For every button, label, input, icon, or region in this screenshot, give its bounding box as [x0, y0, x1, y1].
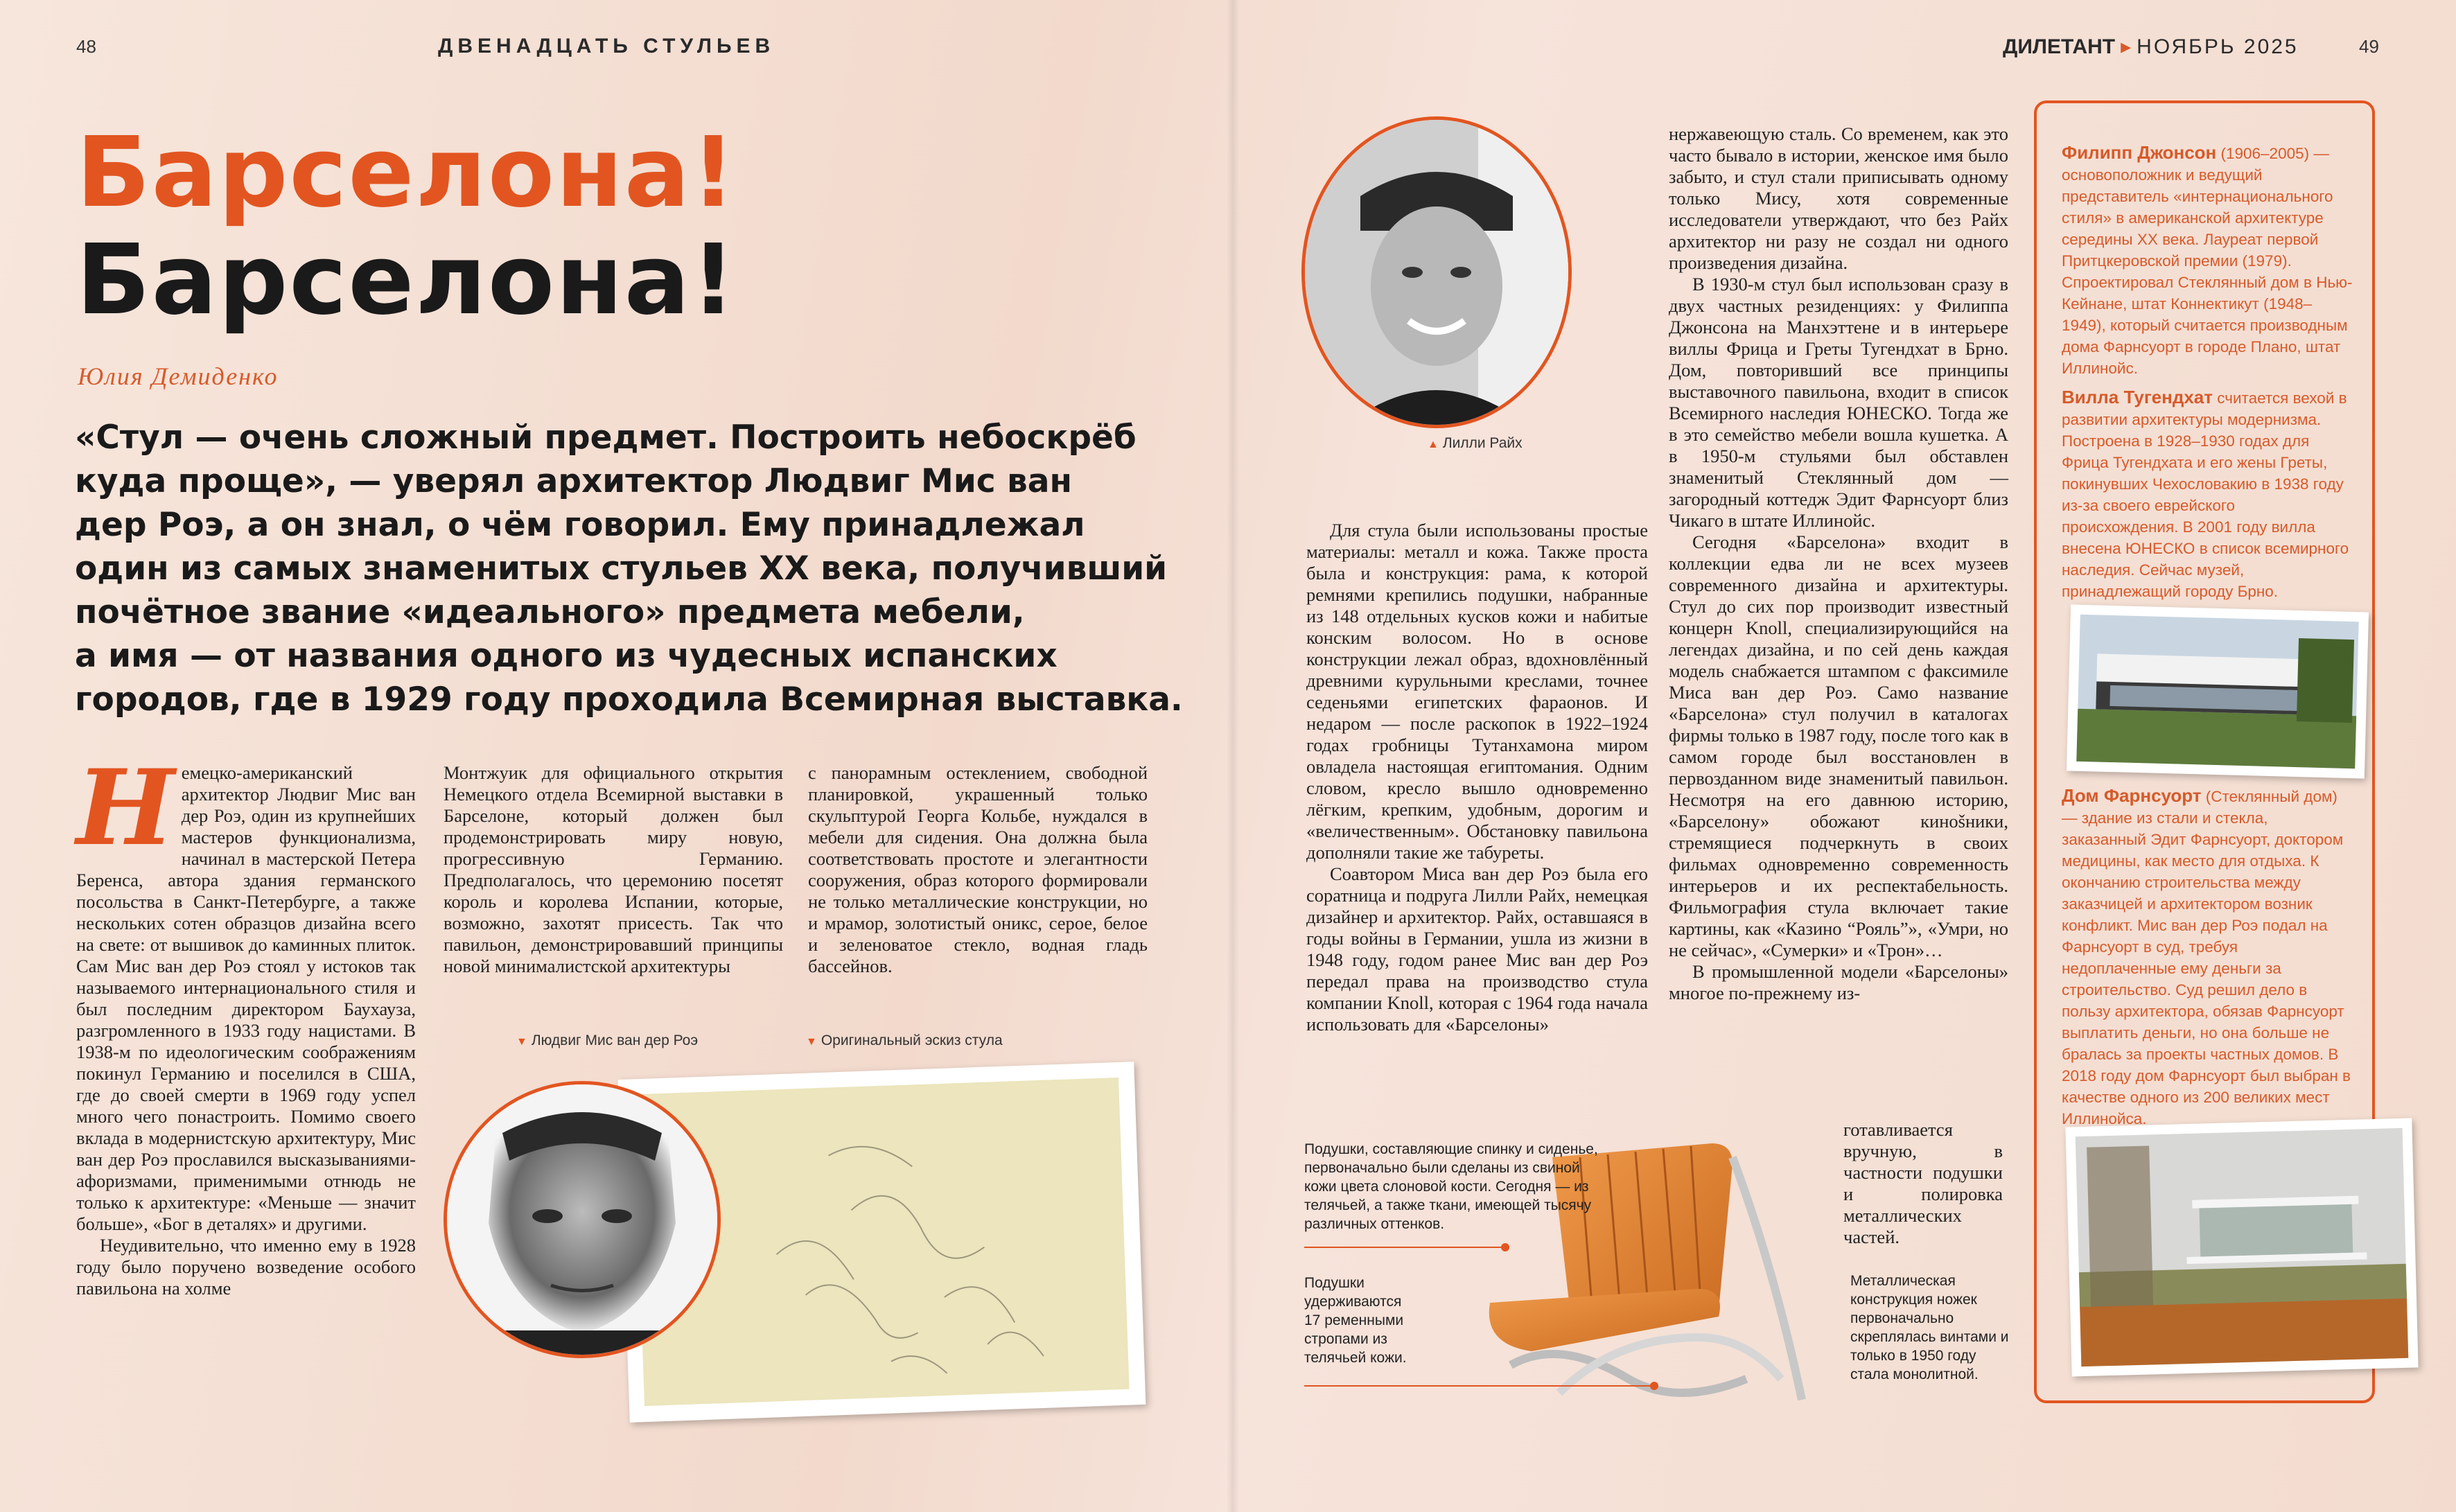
body-column-2 [444, 762, 783, 977]
mies-portrait [444, 1081, 721, 1358]
triangle-up-icon: ▲ [1428, 439, 1439, 450]
title-line-2: Барселона! [76, 224, 737, 337]
lead-line: один из самых знаменитых стульев XX века, получивший [75, 550, 1168, 588]
body-column-4 [1306, 520, 1648, 1035]
body-column-3 [808, 762, 1148, 977]
body-paragraph: В 1930-м стул был использован сразу в двух частных резиденциях: у Филиппа Джонсона на Манхэттене и в интерьере виллы Фрица и Греты Тугендхат в Брно. Дом, повторивший все принципы выставочного павильона, входит в список Всемирного наследия ЮНЕСКО. Тогда же в это семейство мебели вошла кушетка. А в 1950-м стульями был обставлен знаменитый Стеклянный дом — загородный коттедж Эдит Фарнсуорт близ Чикаго в штате Иллинойс. [1669, 274, 2008, 531]
body-paragraph: Монтжуик для официального открытия Немецкого отдела Всемирной выставки в Барселоне, который должен был продемонстрировать миру новую, прогрессивную Германию. Предполагалось, что церемонию посетят король и королева Испании, которые, возможно, захотят присесть. Так что павильон, демонстрировавший принципы новой минималистской архитектуры [444, 762, 783, 976]
page-gutter [1227, 0, 1239, 1512]
lead-line: городов, где в 1929 году проходила Всемирная выставка. [75, 680, 1183, 719]
lead-line: «Стул — очень сложный предмет. Построить небоскрёб [75, 419, 1137, 457]
body-column-5 [1669, 123, 2008, 1004]
villa-image [2067, 604, 2369, 778]
sidebar-text: считается вехой в развитии архитектуры модернизма. Построена в 1928–1930 годах для Фрица Тугендхата и его жены Греты, покинувших Чехословакию в 1938 году из-за своего еврейского происхождения. В 2001 году вилла внесена ЮНЕСКО в список всемирного наследия. Сейчас музей, принадлежащий городу Брно. [2062, 389, 2349, 600]
sidebar-heading: Филипп Джонсон [2062, 142, 2217, 163]
body-paragraph: Для стула были использованы простые материалы: металл и кожа. Также проста была и конструкция: рама, к которой ремнями крепились подушки, набранные из 148 отдельных кусков кожи и набитые конским волосом. Но в основе конструкции лежал образ, вдохновлённый древними курульными креслами, точнее седеньями египетских фараонов. И недаром — после раскопок в 1922–1924 годах гробницы Тутанхамона миром овладела настоящая египтомания. Одним словом, кресло вышло одновременно лёгким, крепким, удобным, дорогим и «величественным». Обстановку павильона дополняли такие же табуреты. [1306, 520, 1648, 863]
body-paragraph: емецко-американский архитектор Людвиг Мис ван дер Роэ, один из крупнейших мастеров функционализма, начинал в мастерской Петера Беренса, автора здания германского посольства в Санкт-Петербурге, а также нескольких сотен образцов дизайна всего на свете: от вышивок до каминных плиток. Сам Мис ван дер Роэ стоял у истоков так называемого интернационального стиля и был последним директором Баухауза, разгромленного в 1933 году нацистами. В 1938-м по идеологическим соображениям покинул Германию и поселился в США, где до своей смерти в 1969 году успел много чего понастроить. Помимо своего вклада в модернистскую архитектуру, Мис ван дер Роэ прославился высказываниями-афоризмами, применимыми отнюдь не только к архитектуре: «Меньше — значит больше», «Бог в деталях» и другими. [76, 762, 416, 1234]
note-frame: Металлическая конструкция ножек первоначально скреплялась винтами и только в 1950 году стала монолитной. [1850, 1273, 2009, 1382]
sidebar-text: (Стеклянный дом) — здание из стали и стекла, заказанный Эдит Фарнсуорт, доктором медицины, как место для отдыха. К окончанию строительства между заказчицей и архитектором возник конфликт. Мис ван дер Роэ подал на Фарнсуорт в суд, требуя недоплаченные ему деньги за строительство. Суд решил дело в пользу архитектора, обязав Фарнсуорт выплатить деньги, но она больше не бралась за проекты частных домов. В 2018 году дом Фарнсуорт был выбран в качестве одного из 200 великих мест Иллинойса. [2062, 788, 2351, 1127]
pointer-line [1304, 1379, 1665, 1393]
body-column-1 [76, 747, 416, 1299]
pointer-line [1304, 1240, 1512, 1254]
brand-name: ДИЛЕТАНТ [2003, 35, 2116, 58]
body-paragraph: Сегодня «Барселона» входит в коллекции едва ли не всех музеев современного дизайна и архитектуры. Стул до сих пор производит известный концерн Knoll, специализирующийся на легендах дизайна, и по сей день каждая модель снабжается штампом с факсимиле Миса ван дер Роэ. Само название «Барселона» стул получил в каталогах фирмы только в 1987 году, после того как в самом городе был восстановлен в первозданном виде знаменитый павильон. Несмотря на его давнюю историю, «Барселону» обожают кинošники, стремящиеся подчеркнуть в своих фильмах одновременно современность интерьеров и их респектабельность. Фильмография стула включает такие картины, как «Казино “Рояль”», «Умри, но не сейчас», «Сумерки» и «Трон»… [1669, 531, 2008, 960]
photo-caption-lilly: ▲ Лилли Райх [1428, 435, 1523, 451]
sidebar-entry-tugendhat [2062, 387, 2353, 602]
magazine-header [2003, 35, 2299, 59]
lead-paragraph [75, 416, 1211, 721]
sidebar-heading: Дом Фарнсуорт [2062, 785, 2202, 806]
note-straps: Подушки удерживаются 17 ременными стропами из телячьей кожи. [1304, 1275, 1407, 1366]
sidebar-heading: Вилла Тугендхат [2062, 387, 2213, 407]
lilly-reich-portrait [1301, 116, 1572, 428]
sidebar-text: (1906–2005) — основоположник и ведущий представитель «интернационального стиля» в американской архитектуре середины XX века. Лауреат первой Притцкеровской премии (1979). Спроектировал Стеклянный дом в Нью-Кейнане, штат Коннектикут (1948–1949), который считается производным дома Фарнсуорт в городе Плано, штат Иллинойс. [2062, 145, 2353, 377]
lead-line: а имя — от названия одного из чудесных испанских [75, 637, 1058, 675]
title-line-1: Барселона! [76, 116, 737, 229]
section-title: ДВЕНАДЦАТЬ СТУЛЬЕВ [438, 35, 775, 58]
body-column-5-continued [1843, 1119, 2003, 1248]
left-page-number: 48 [76, 36, 96, 57]
body-paragraph: Соавтором Миса ван дер Роэ была его соратница и подруга Лилли Райх, немецкая дизайнер и архитектор. Райх, оставшаяся в годы войны в Германии, ушла из жизни в 1948 году, годом ранее Мис ван дер Роэ передал права на производство стула компании Knoll, которая с 1964 года начала использовать для «Барселоны» [1306, 863, 1648, 1035]
sidebar-entry-farnsworth [2062, 785, 2353, 1129]
portrait-image [447, 1084, 717, 1355]
triangle-down-icon: ▼ [516, 1036, 527, 1048]
issue-date: НОЯБРЬ 2025 [2137, 35, 2299, 58]
portrait-image [1305, 120, 1568, 425]
note-cushions: Подушки, составляющие спинку и сиденье, первоначально были сделаны из свиной кожи цвета слоновой кости. Сегодня — из телячьей, а также ткани, имеющей тысячу различных оттенков. [1304, 1141, 1598, 1232]
photo-caption-sketch: ▼ Оригинальный эскиз стула [806, 1032, 1003, 1048]
arrow-right-icon: ▸ [2121, 35, 2132, 58]
lead-line: почётное звание «идеального» предмета мебели, [75, 593, 1025, 631]
drop-cap: Н [76, 747, 175, 869]
body-paragraph: готавливается вручную, в частности подушки и полировка металлических частей. [1843, 1119, 2003, 1247]
villa-tugendhat-photo [2067, 604, 2369, 778]
body-paragraph: с панорамным остеклением, свободной планировкой, украшенный только скульптурой Георга Кольбе, нуждался в мебели для сидения. Она должна была соответствовать простоте и элегантности сооружения, образ которого формировали не только металлические конструкции, но и мрамор, золотистый оникс, серое, белое и зеленоватое стекло, водная гладь бассейнов. [808, 762, 1148, 976]
lead-line: куда проще», — уверял архитектор Людвиг Мис ван [75, 462, 1072, 500]
body-paragraph: В промышленной модели «Барселоны» многое по-прежнему из- [1669, 961, 2008, 1003]
sidebar-entry-johnson [2062, 142, 2353, 379]
lead-line: дер Роэ, а он знал, о чём говорил. Ему принадлежал [75, 506, 1085, 544]
farnsworth-image [2065, 1118, 2418, 1377]
right-page-number: 49 [2359, 36, 2379, 57]
photo-caption-mies: ▼ Людвиг Мис ван дер Роэ [516, 1032, 699, 1048]
body-paragraph: нержавеющую сталь. Со временем, как это часто бывало в истории, женское имя было забыто, и стул стали приписывать одному только Мису, хотя современные исследователи утверждают, что без Райх архитектор ни разу не создал ни одного произведения дизайна. [1669, 123, 2008, 273]
author-name: Юлия Демиденко [78, 362, 279, 390]
farnsworth-house-photo [2065, 1118, 2418, 1377]
triangle-down-icon: ▼ [806, 1036, 817, 1048]
body-paragraph: Неудивительно, что именно ему в 1928 году было поручено возведение особого павильона на холме [76, 1235, 416, 1299]
